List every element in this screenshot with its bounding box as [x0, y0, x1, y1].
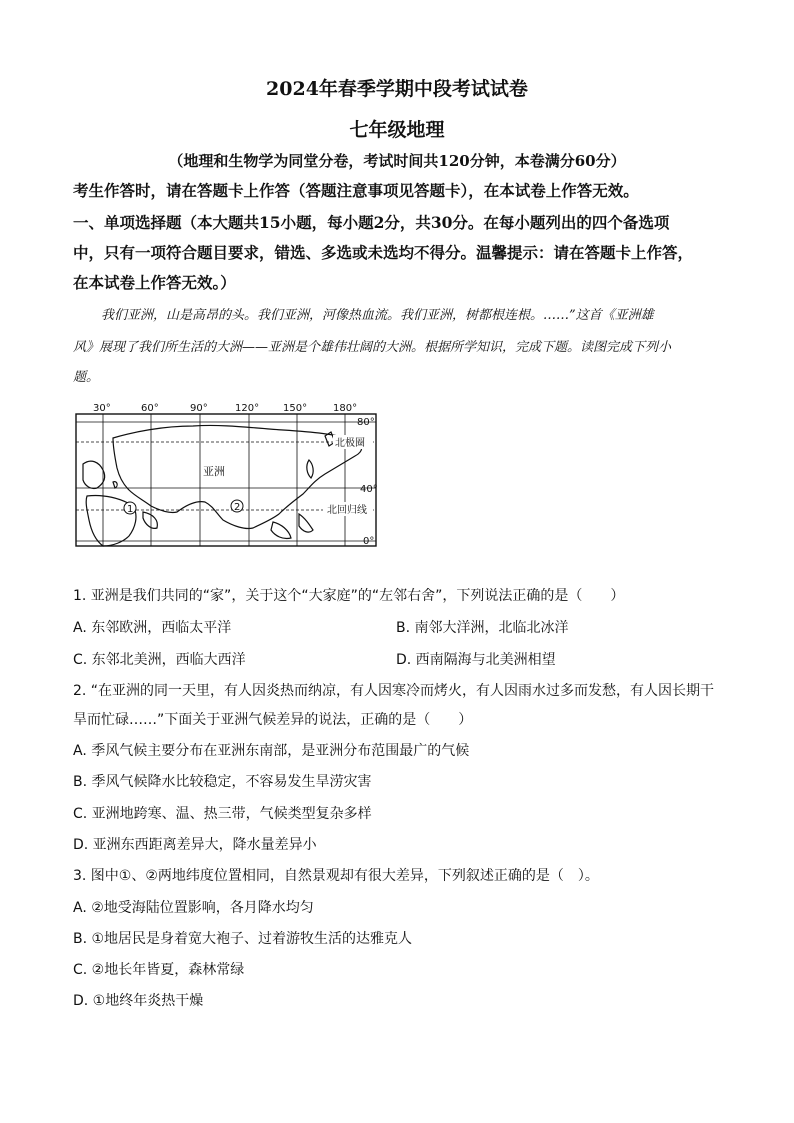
question-1-stem: 1. 亚洲是我们共同的“家”，关于这个“大家庭”的“左邻右舍”，下列说法正确的是（ ） [73, 588, 625, 604]
exam-subtitle: 七年级地理 [349, 119, 445, 141]
question-2-option-c: C. 亚洲地跨寒、温、热三带，气候类型复杂多样 [73, 806, 372, 822]
lat-label: 80° [357, 417, 375, 428]
lon-label: 90° [190, 403, 208, 414]
question-3-option-c: C. ②地长年皆夏，森林常绿 [73, 962, 245, 978]
question-1-option-a: A. 东邻欧洲，西临太平洋 [73, 620, 232, 636]
question-2-option-a: A. 季风气候主要分布在亚洲东南部，是亚洲分布范围最广的气候 [73, 743, 470, 759]
lon-label: 60° [141, 403, 159, 414]
question-2-option-b: B. 季风气候降水比较稳定，不容易发生旱涝灾害 [73, 774, 372, 790]
section-heading-line-1: 一、单项选择题（本大题共15小题，每小题2分，共30分。在每小题列出的四个备选项 [73, 213, 670, 232]
asia-map [73, 402, 385, 550]
question-3-stem: 3. 图中①、②两地纬度位置相同，自然景观却有很大差异，下列叙述正确的是（ ）。 [73, 868, 599, 884]
tropic-label: 北回归线 [327, 505, 367, 516]
lon-label: 120° [235, 403, 260, 414]
lon-label: 150° [283, 403, 308, 414]
asia-label: 亚洲 [203, 465, 225, 478]
lon-label: 30° [93, 403, 111, 414]
instruction-line: 考生作答时，请在答题卡上作答（答题注意事项见答题卡），在本试卷上作答无效。 [73, 181, 639, 200]
marker-2-label: 2 [234, 502, 241, 513]
question-1-option-c: C. 东邻北美洲，西临大西洋 [73, 652, 246, 668]
section-heading-line-2: 中，只有一项符合题目要求，错选、多选或未选均不得分。温馨提示：请在答题卡上作答， [73, 243, 694, 262]
lat-label: 40° [360, 484, 378, 495]
exam-title: 2024年春季学期中段考试试卷 [266, 78, 528, 100]
lat-label: 0° [363, 536, 375, 547]
question-3-option-a: A. ②地受海陆位置影响，各月降水均匀 [73, 900, 314, 916]
question-1-option-d: D. 西南隔海与北美洲相望 [396, 652, 556, 668]
passage-line-2: 风》展现了我们所生活的大洲——亚洲是个雄伟壮阔的大洲。根据所学知识，完成下题。读图完成下列小 [73, 340, 672, 355]
question-2-stem-line-2: 旱而忙碌……”下面关于亚洲气候差异的说法，正确的是（ ） [73, 712, 473, 728]
question-3-option-d: D. ①地终年炎热干燥 [73, 993, 204, 1009]
passage-line-1: 我们亚洲，山是高昂的头。我们亚洲，河像热血流。我们亚洲，树都根连根。……”这首《亚洲雄 [101, 308, 654, 323]
question-1-option-b: B. 南邻大洋洲，北临北冰洋 [396, 620, 569, 636]
question-2-stem-line-1: 2. “在亚洲的同一天里，有人因炎热而纳凉，有人因寒冷而烤火，有人因雨水过多而发愁，有人因长期干 [73, 683, 715, 699]
arctic-circle-label: 北极圈 [335, 438, 365, 449]
marker-1-label: 1 [127, 504, 134, 515]
question-3-option-b: B. ①地居民是身着宽大袍子、过着游牧生活的达雅克人 [73, 931, 413, 947]
exam-note: （地理和生物学为同堂分卷，考试时间共120分钟，本卷满分60分） [168, 152, 626, 170]
section-heading-line-3: 在本试卷上作答无效。） [73, 273, 236, 292]
lon-label: 180° [333, 403, 358, 414]
passage-line-3: 题。 [73, 370, 100, 385]
question-2-option-d: D. 亚洲东西距离差异大，降水量差异小 [73, 837, 317, 853]
